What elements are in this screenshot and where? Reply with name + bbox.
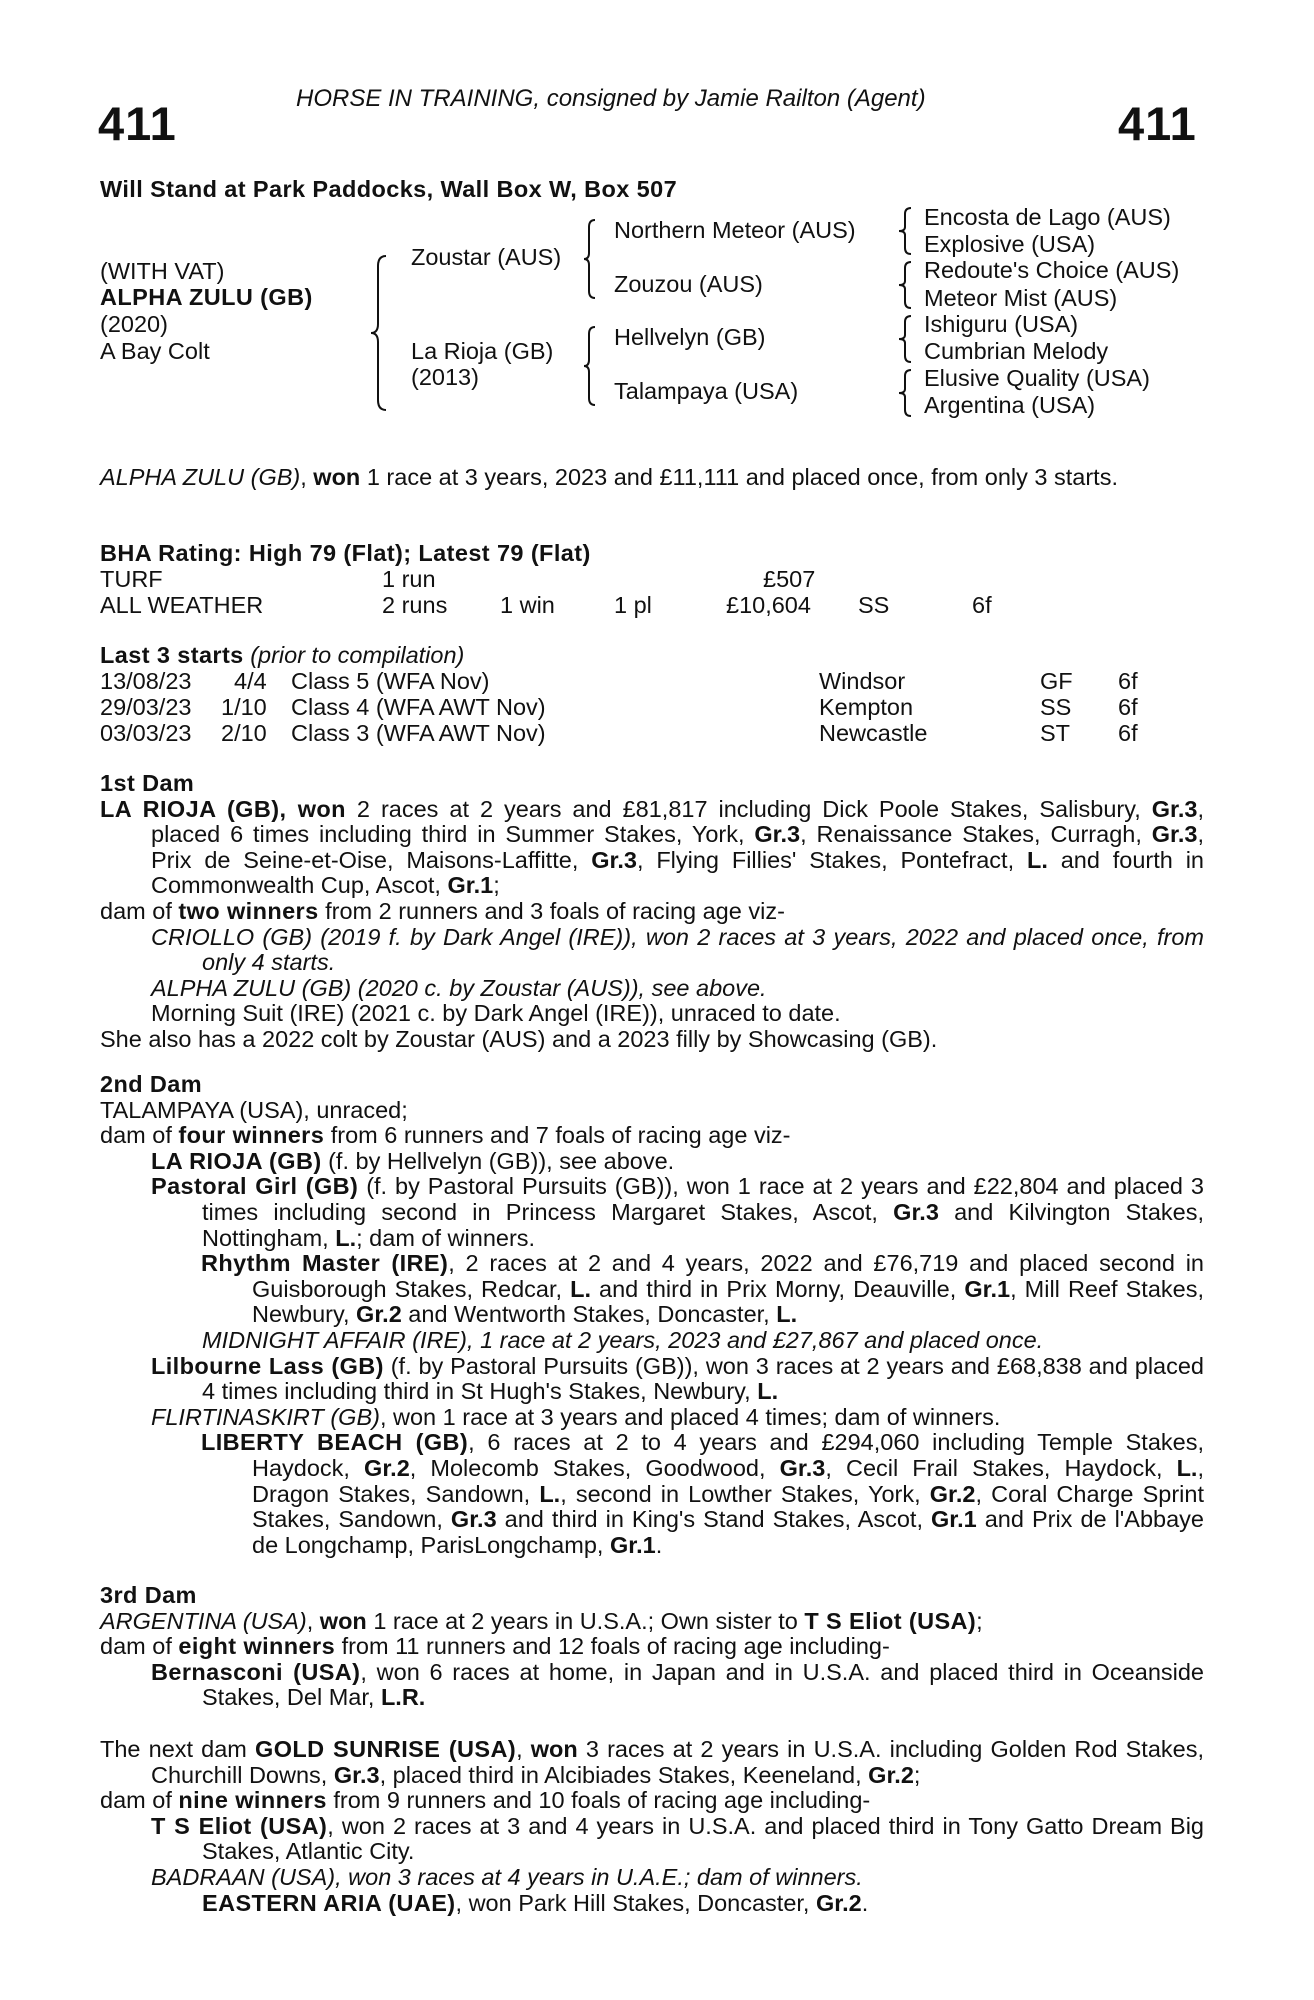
produce-badraan: BADRAAN (USA), won 3 races at 4 years in U.A.E.; dam of winners.	[151, 1863, 863, 1890]
first-dam-heading: 1st Dam	[100, 770, 195, 796]
start-3-going: ST	[1040, 720, 1071, 746]
first-dam-produce: dam of two winners from 2 runners and 3 foals of racing age viz-	[100, 897, 785, 924]
pedigree-dam-sire: Hellvelyn (GB)	[614, 324, 766, 350]
vat-note: (WITH VAT)	[100, 258, 225, 284]
stable-location: Will Stand at Park Paddocks, Wall Box W, Box 507	[100, 176, 678, 202]
third-dam-section	[100, 1583, 1204, 1711]
produce-bernasconi: Bernasconi (USA), won 6 races at home, in Japan and in U.S.A. and placed third in Oceanside Stakes, Del Mar, L.R.	[151, 1658, 1204, 1711]
first-dam-record: LA RIOJA (GB), won 2 races at 2 years and £81,817 including Dick Poole Stakes, Salisbury, Gr.3, placed 6 times including third in Summer Stakes, York, Gr.3, Renaissance Stakes, Curragh, Gr.3, Prix de Seine-et-Oise, Maisons-Laffitte, Gr.3, Flying Fillies' Stakes, Pontefract, L. and fourth in Commonwealth Cup, Ascot, Gr.1;	[100, 795, 1204, 899]
pedigree-sire: Zoustar (AUS)	[411, 244, 562, 270]
second-dam-produce: dam of four winners from 6 runners and 7 foals of racing age viz-	[100, 1122, 791, 1149]
last-starts-title: Last 3 starts	[100, 642, 244, 668]
pedigree-g7: Elusive Quality (USA)	[924, 365, 1150, 391]
produce-pastoral-girl: Pastoral Girl (GB) (f. by Pastoral Pursuits (GB)), won 1 race at 2 years and £22,804 and placed 3 times including second in Princess Margaret Stakes, Ascot, Gr.3 and Kilvington Stakes, Nottingham, L.; dam of winners.	[151, 1173, 1205, 1251]
second-dam-heading: 2nd Dam	[100, 1071, 203, 1097]
start-2-course: Kempton	[819, 694, 914, 720]
start-2-class: Class 4 (WFA AWT Nov)	[291, 694, 546, 720]
produce-midnight-affair: MIDNIGHT AFFAIR (IRE), 1 race at 2 years, 2023 and £27,867 and placed once.	[202, 1326, 1044, 1353]
consignment-line: HORSE IN TRAINING, consigned by Jamie Railton (Agent)	[296, 85, 926, 112]
horse-description: A Bay Colt	[100, 338, 210, 364]
produce-flirtinaskirt: FLIRTINASKIRT (GB), won 1 race at 3 years and placed 4 times; dam of winners.	[151, 1403, 1001, 1430]
bha-turf-runs: 1 run	[382, 566, 436, 592]
pedigree-g3: Redoute's Choice (AUS)	[924, 257, 1180, 283]
third-dam-heading: 3rd Dam	[100, 1582, 197, 1608]
produce-rhythm-master: Rhythm Master (IRE), 2 races at 2 and 4 years, 2022 and £76,719 and placed second in Guisborough Stakes, Redcar, L. and third in Prix Morny, Deauville, Gr.1, Mill Reef Stakes, Newbury, Gr.2 and Wentworth Stakes, Doncaster, L.	[201, 1250, 1205, 1328]
bha-turf-surface: TURF	[100, 566, 163, 592]
bha-rating-title: BHA Rating: High 79 (Flat); Latest 79 (Flat)	[100, 540, 591, 566]
lot-number-right: 411	[1118, 97, 1197, 150]
produce-criollo: CRIOLLO (GB) (2019 f. by Dark Angel (IRE)), won 2 races at 3 years, 2022 and placed once, from only 4 starts.	[151, 923, 1204, 976]
pedigree-sire-dam: Zouzou (AUS)	[614, 271, 763, 297]
next-dam-produce: dam of nine winners from 9 runners and 10 foals of racing age including-	[100, 1787, 871, 1814]
third-dam-produce: dam of eight winners from 11 runners and 12 foals of racing age including-	[100, 1633, 890, 1660]
last-starts-heading	[100, 643, 464, 669]
produce-morning-suit: Morning Suit (IRE) (2021 c. by Dark Angel (IRE)), unraced to date.	[151, 1000, 841, 1027]
pedigree-brace-main	[370, 254, 388, 412]
pedigree-brace-g4	[898, 368, 914, 418]
bha-aw-wins: 1 win	[500, 592, 555, 618]
pedigree-brace-dam	[583, 325, 597, 407]
summary-text: 1 race at 3 years, 2023 and £11,111 and placed once, from only 3 starts.	[360, 464, 1118, 490]
start-2-date: 29/03/23	[100, 694, 192, 720]
start-1-date: 13/08/23	[100, 668, 192, 694]
produce-alpha-zulu: ALPHA ZULU (GB) (2020 c. by Zoustar (AUS)), see above.	[151, 974, 767, 1001]
produce-eastern-aria: EASTERN ARIA (UAE), won Park Hill Stakes, Doncaster, Gr.2.	[202, 1889, 869, 1916]
pedigree-g6: Cumbrian Melody	[924, 338, 1109, 364]
race-summary: ALPHA ZULU (GB), won 1 race at 3 years, 2023 and £11,111 and placed once, from only 3 starts.	[100, 464, 1118, 490]
start-3-class: Class 3 (WFA AWT Nov)	[291, 720, 546, 746]
produce-lilbourne-lass: Lilbourne Lass (GB) (f. by Pastoral Pursuits (GB)), won 3 races at 2 years and £68,838 and placed 4 times including third in St Hugh's Stakes, Newbury, L.	[151, 1352, 1205, 1405]
last-starts-subtitle: (prior to compilation)	[250, 642, 465, 668]
start-1-going: GF	[1040, 668, 1073, 694]
produce-liberty-beach: LIBERTY BEACH (GB), 6 races at 2 to 4 years and £294,060 including Temple Stakes, Haydock, Gr.2, Molecomb Stakes, Goodwood, Gr.3, Cecil Frail Stakes, Haydock, L., Dragon Stakes, Sandown, L., second in Lowther Stakes, York, Gr.2, Coral Charge Sprint Stakes, Sandown, Gr.3 and third in King's Stand Stakes, Ascot, Gr.1 and Prix de l'Abbaye de Longchamp, ParisLongchamp, Gr.1.	[201, 1429, 1204, 1558]
second-dam-section	[100, 1072, 1204, 1558]
start-1-position: 4/4	[234, 668, 267, 694]
bha-aw-runs: 2 runs	[382, 592, 448, 618]
summary-horse-name: ALPHA ZULU (GB)	[100, 464, 301, 490]
start-3-distance: 6f	[1118, 720, 1138, 746]
pedigree-dam: La Rioja (GB)	[411, 338, 554, 364]
start-3-position: 2/10	[221, 720, 267, 746]
pedigree-g4: Meteor Mist (AUS)	[924, 285, 1118, 311]
horse-name: ALPHA ZULU (GB)	[100, 284, 313, 310]
start-2-distance: 6f	[1118, 694, 1138, 720]
start-1-class: Class 5 (WFA Nov)	[291, 668, 490, 694]
pedigree-dam-dam: Talampaya (USA)	[614, 378, 799, 404]
second-dam-record: TALAMPAYA (USA), unraced;	[100, 1096, 408, 1123]
lot-number-left: 411	[98, 97, 177, 150]
start-3-date: 03/03/23	[100, 720, 192, 746]
first-dam-section	[100, 771, 1204, 1053]
start-1-distance: 6f	[1118, 668, 1138, 694]
start-3-course: Newcastle	[819, 720, 928, 746]
pedigree-g2: Explosive (USA)	[924, 231, 1096, 257]
pedigree-sire-sire: Northern Meteor (AUS)	[614, 217, 856, 243]
bha-aw-going: SS	[858, 592, 890, 618]
bha-aw-placed: 1 pl	[614, 592, 652, 618]
bha-aw-prize: £10,604	[726, 592, 811, 618]
bha-turf-prize: £507	[763, 566, 816, 592]
next-dam-record: The next dam GOLD SUNRISE (USA), won 3 races at 2 years in U.S.A. including Golden Rod Stakes, Churchill Downs, Gr.3, placed third in Alcibiades Stakes, Keeneland, Gr.2;	[100, 1736, 1205, 1788]
bha-aw-surface: ALL WEATHER	[100, 592, 264, 618]
bha-aw-distance: 6f	[972, 592, 992, 618]
pedigree-brace-g2	[898, 260, 914, 310]
third-dam-record: ARGENTINA (USA), won 1 race at 2 years in U.S.A.; Own sister to T S Eliot (USA);	[100, 1607, 983, 1634]
pedigree-dam-year: (2013)	[411, 364, 479, 390]
first-dam-note: She also has a 2022 colt by Zoustar (AUS) and a 2023 filly by Showcasing (GB).	[100, 1025, 938, 1052]
produce-ts-eliot: T S Eliot (USA), won 2 races at 3 and 4 years in U.S.A. and placed third in Tony Gatto Dream Big Stakes, Atlantic City.	[151, 1812, 1205, 1865]
horse-year: (2020)	[100, 311, 168, 337]
start-1-course: Windsor	[819, 668, 906, 694]
pedigree-g1: Encosta de Lago (AUS)	[924, 204, 1171, 230]
pedigree-g8: Argentina (USA)	[924, 392, 1096, 418]
pedigree-brace-g3	[898, 314, 914, 364]
summary-won: won	[313, 464, 361, 490]
start-2-going: SS	[1040, 694, 1072, 720]
pedigree-brace-g1	[898, 206, 914, 256]
next-dam-section	[100, 1737, 1204, 1916]
pedigree-g5: Ishiguru (USA)	[924, 311, 1079, 337]
pedigree-brace-sire	[583, 218, 597, 300]
start-2-position: 1/10	[221, 694, 267, 720]
produce-la-rioja: LA RIOJA (GB) (f. by Hellvelyn (GB)), see above.	[151, 1147, 675, 1174]
